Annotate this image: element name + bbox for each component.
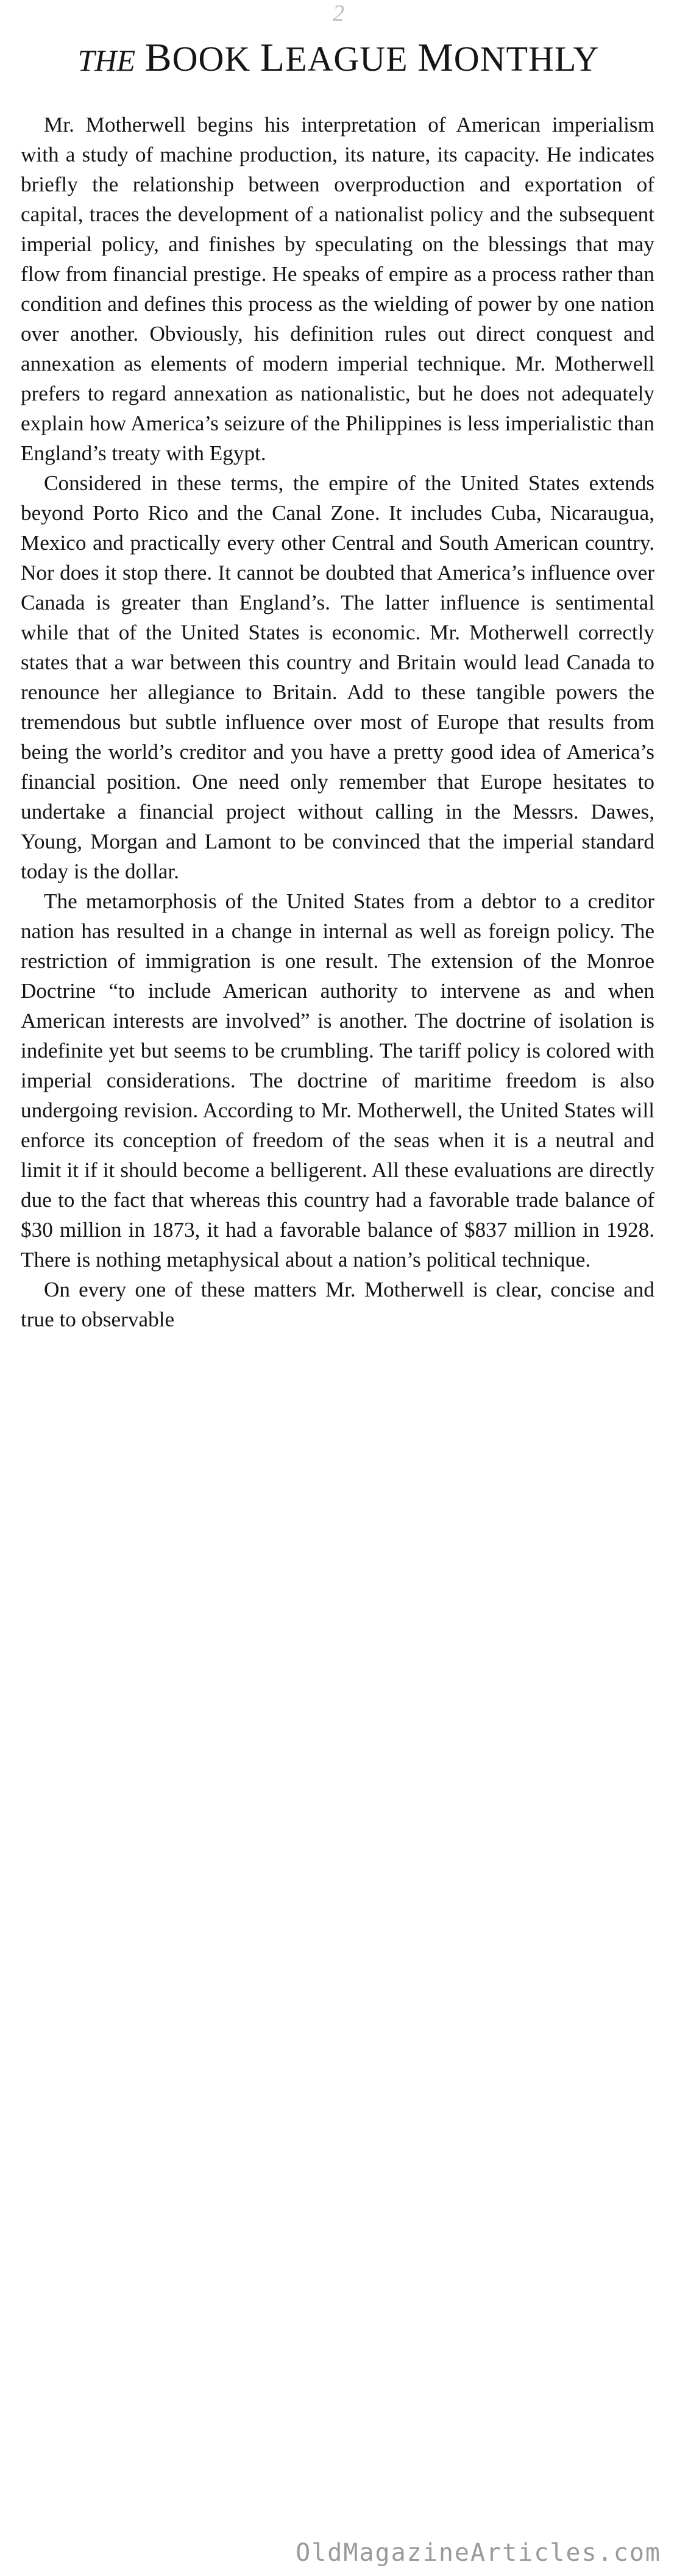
article-paragraph: Mr. Motherwell begins his interpretation of American imperialism with a study of machine production, its nature, its capacity. He indicates briefly the relationship between overproduction and exportation of capital, traces the development of a nationalist policy and the subsequent imperial policy, and finishes by speculating on the blessings that may flow from financial prestige. He speaks of empire as a process rather than condition and defines this process as the wielding of power by one nation over another. Obviously, his definition rules out direct conquest and annexation as elements of modern imperial technique. Mr. Motherwell prefers to regard annexation as nationalistic, but he does not adequately explain how America’s seizure of the Philippines is less imperialistic than England’s treaty with Egypt. — [21, 113, 654, 465]
masthead-league-rest: EAGUE — [285, 39, 408, 79]
article-paragraph: On every one of these matters Mr. Motherwell is clear, concise and true to observable — [21, 1278, 654, 1331]
page-number: 2 — [333, 1, 344, 26]
masthead-league-initial: L — [260, 35, 286, 80]
article-paragraph: The metamorphosis of the United States from a debtor to a creditor nation has resulted in a change in internal as well as foreign policy. The restriction of immigration is one result. The extension of the Monroe Doctrine “to include American authority to intervene as and when American interests are involved” is another. The doctrine of isolation is indefinite yet but seems to be crumbling. The tariff policy is colored with imperial considerations. The doctrine of maritime freedom is also undergoing revision. According to Mr. Motherwell, the United States will enforce its conception of freedom of the seas when it is a neutral and limit it if it should become a belligerent. All these evaluations are directly due to the fact that whereas this country had a favorable trade balance of $30 million in 1873, it had a favorable balance of $837 million in 1928. There is nothing metaphysical about a nation’s political technique. — [21, 889, 654, 1272]
masthead-monthly-rest: ONTHLY — [453, 39, 600, 79]
masthead-the: THE — [77, 43, 136, 77]
masthead-monthly-initial: M — [417, 35, 454, 80]
masthead-book-rest: OOK — [172, 39, 251, 79]
site-watermark: OldMagazineArticles.com — [296, 2539, 661, 2567]
article-body — [21, 110, 654, 1334]
masthead-book-initial: B — [144, 35, 172, 80]
article-paragraph: Considered in these terms, the empire of the United States extends beyond Porto Rico and the Canal Zone. It includes Cuba, Nicaraugua, Mexico and practically every other Central and South American country. Nor does it stop there. It cannot be doubted that America’s influence over Canada is greater than England’s. The latter influence is sentimental while that of the United States is economic. Mr. Motherwell correctly states that a war between this country and Britain would lead Canada to renounce her allegiance to Britain. Add to these tangible powers the tremendous but subtle influence over most of Europe that results from being the world’s creditor and you have a pretty good idea of America’s financial position. One need only remember that Europe hesitates to undertake a financial project without calling in the Messrs. Dawes, Young, Morgan and Lamont to be convinced that the imperial standard today is the dollar. — [21, 471, 654, 883]
masthead — [0, 35, 677, 83]
